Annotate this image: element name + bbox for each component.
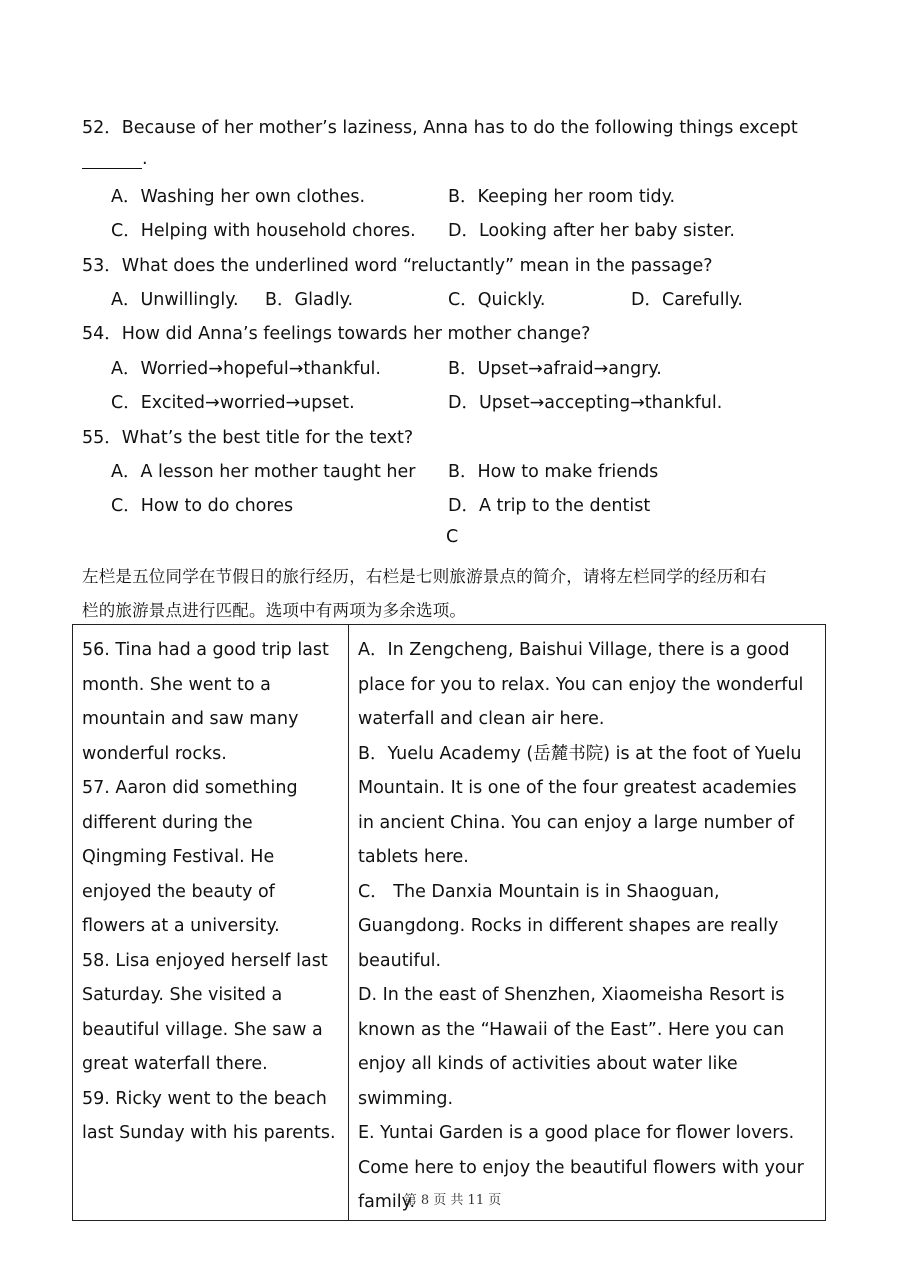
question-53-stem: 53．What does the underlined word “reluctantly” mean in the passage? (82, 256, 713, 276)
question-52-option-c: C．Helping with household chores. (111, 221, 416, 241)
question-55-stem: 55．What’s the best title for the text? (82, 428, 414, 448)
question-53-option-d: D．Carefully. (631, 290, 743, 310)
question-52-option-b: B．Keeping her room tidy. (448, 187, 676, 207)
answer-blank (82, 150, 142, 169)
page-footer: 第 8 页 共 11 页 (403, 1193, 502, 1208)
left-item-58: 58. Lisa enjoyed herself last Saturday. She visited a beautiful village. She saw a great waterfall there. (82, 950, 328, 1074)
question-52-blank-line (82, 149, 148, 169)
question-55-option-d: D．A trip to the dentist (448, 496, 651, 516)
question-52-option-a: A．Washing her own clothes. (111, 187, 366, 207)
question-52-period: . (142, 149, 148, 169)
right-option-b: B．Yuelu Academy (岳麓书院) is at the foot of Yuelu Mountain. It is one of the four greatest academies in ancient China. You can enjoy a large number of tablets here. (358, 743, 802, 867)
question-53-option-c: C．Quickly. (448, 290, 546, 310)
right-option-c: C． The Danxia Mountain is in Shaoguan, Guangdong. Rocks in different shapes are really beautiful. (358, 881, 779, 971)
section-letter: C (446, 527, 459, 547)
left-column-cell (73, 625, 349, 1221)
matching-table (72, 624, 826, 1221)
left-item-59: 59. Ricky went to the beach last Sunday with his parents. (82, 1088, 336, 1143)
question-54-option-a: A．Worried→hopeful→thankful. (111, 359, 381, 379)
right-option-d: D. In the east of Shenzhen, Xiaomeisha Resort is known as the “Hawaii of the East”. Here you can enjoy all kinds of activities about water like swimming. (358, 985, 785, 1109)
right-option-e: E. Yuntai Garden is a good place for flower lovers. Come here to enjoy the beautiful flowers with your family. (358, 1123, 804, 1212)
question-54-stem: 54．How did Anna’s feelings towards her mother change? (82, 324, 591, 344)
left-item-56: 56. Tina had a good trip last month. She went to a mountain and saw many wonderful rocks. (82, 640, 329, 764)
right-option-a: A．In Zengcheng, Baishui Village, there is a good place for you to relax. You can enjoy the wonderful waterfall and clean air here. (358, 640, 804, 729)
question-52-stem: 52．Because of her mother’s laziness, Anna has to do the following things except (82, 118, 798, 138)
question-52-option-d: D．Looking after her baby sister. (448, 221, 735, 241)
section-instruction-line-2: 栏的旅游景点进行匹配。选项中有两项为多余选项。 (82, 601, 467, 620)
question-55-option-b: B．How to make friends (448, 462, 659, 482)
question-54-option-c: C．Excited→worried→upset. (111, 393, 355, 413)
section-instruction-line-1: 左栏是五位同学在节假日的旅行经历，右栏是七则旅游景点的简介，请将左栏同学的经历和右 (82, 567, 767, 586)
question-55-option-a: A．A lesson her mother taught her (111, 462, 416, 482)
left-item-57: 57. Aaron did something different during the Qingming Festival. He enjoyed the beauty of flowers at a university. (82, 778, 298, 936)
right-column-cell (349, 625, 826, 1221)
question-54-option-d: D．Upset→accepting→thankful. (448, 393, 723, 413)
question-54-option-b: B．Upset→afraid→angry. (448, 359, 662, 379)
question-53-option-b: B．Gladly. (265, 290, 354, 310)
question-55-option-c: C．How to do chores (111, 496, 294, 516)
question-53-option-a: A．Unwillingly. (111, 290, 239, 310)
